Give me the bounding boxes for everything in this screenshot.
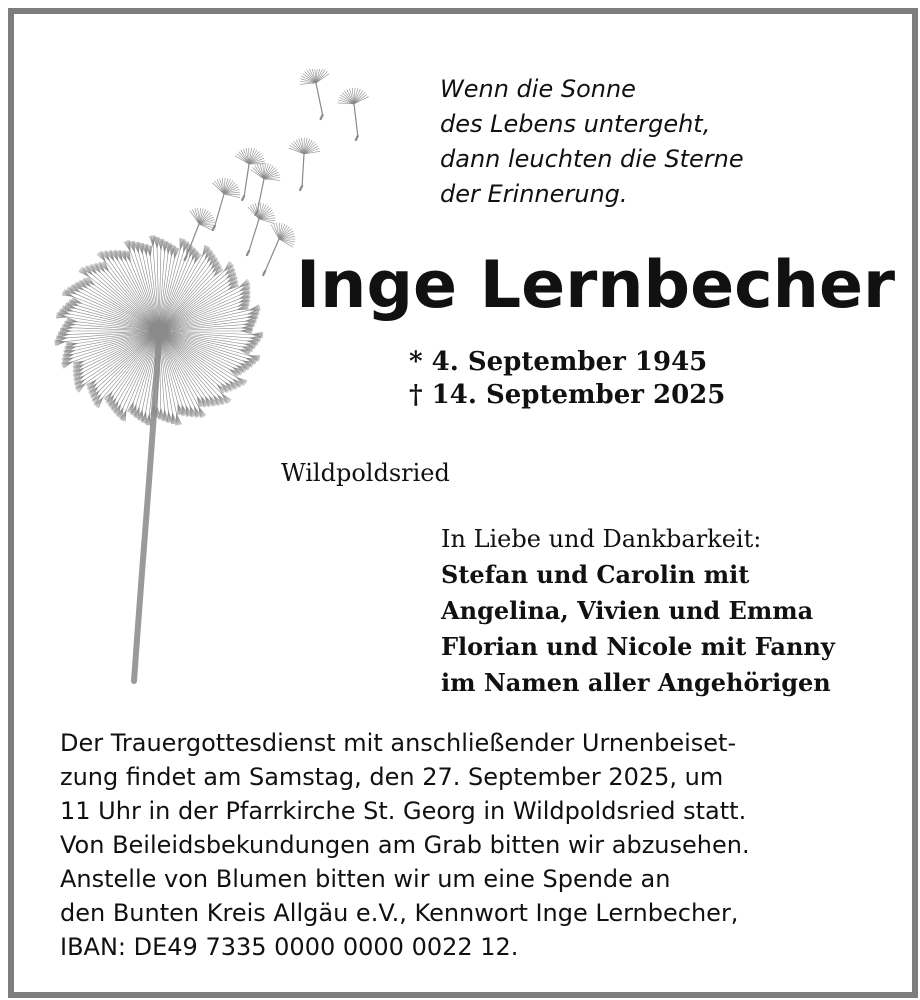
family-member-line: Stefan und Carolin mit <box>441 560 750 589</box>
family-member-line: Angelina, Vivien und Emma <box>441 596 814 625</box>
service-info <box>60 726 890 964</box>
service-line: IBAN: DE49 7335 0000 0000 0022 12. <box>60 933 519 961</box>
death-symbol: † <box>409 380 423 410</box>
life-dates <box>409 346 789 412</box>
quote-line: der Erinnerung. <box>440 180 628 208</box>
death-date-row <box>409 379 789 412</box>
service-line: Der Trauergottesdienst mit anschließender Urnenbeiset- <box>60 729 737 757</box>
service-line: Anstelle von Blumen bitten wir um eine Spende an <box>60 865 671 893</box>
residence-place: Wildpoldsried <box>281 459 450 487</box>
service-line: zung findet am Samstag, den 27. September 2025, um <box>60 763 724 791</box>
birth-date: 4. September 1945 <box>431 347 708 377</box>
service-line: den Bunten Kreis Allgäu e.V., Kennwort Inge Lernbecher, <box>60 899 739 927</box>
death-date: 14. September 2025 <box>431 380 726 410</box>
family-intro: In Liebe und Dankbarkeit: <box>441 525 762 553</box>
family-block <box>441 521 901 701</box>
birth-date-row <box>409 346 789 379</box>
service-line: Von Beileidsbekundungen am Grab bitten wir abzusehen. <box>60 831 750 859</box>
quote-line: Wenn die Sonne <box>440 75 636 103</box>
family-member-line: Florian und Nicole mit Fanny <box>441 632 835 661</box>
obituary-frame <box>8 8 918 998</box>
deceased-name: Inge Lernbecher <box>296 248 896 323</box>
quote-line: des Lebens untergeht, <box>440 110 711 138</box>
family-members <box>441 557 901 701</box>
memorial-quote <box>440 72 860 212</box>
quote-line: dann leuchten die Sterne <box>440 145 744 173</box>
family-member-line: im Namen aller Angehörigen <box>441 668 831 697</box>
service-line: 11 Uhr in der Pfarrkirche St. Georg in Wildpoldsried statt. <box>60 797 747 825</box>
birth-symbol: * <box>409 347 423 377</box>
dandelion-icon <box>54 69 384 699</box>
